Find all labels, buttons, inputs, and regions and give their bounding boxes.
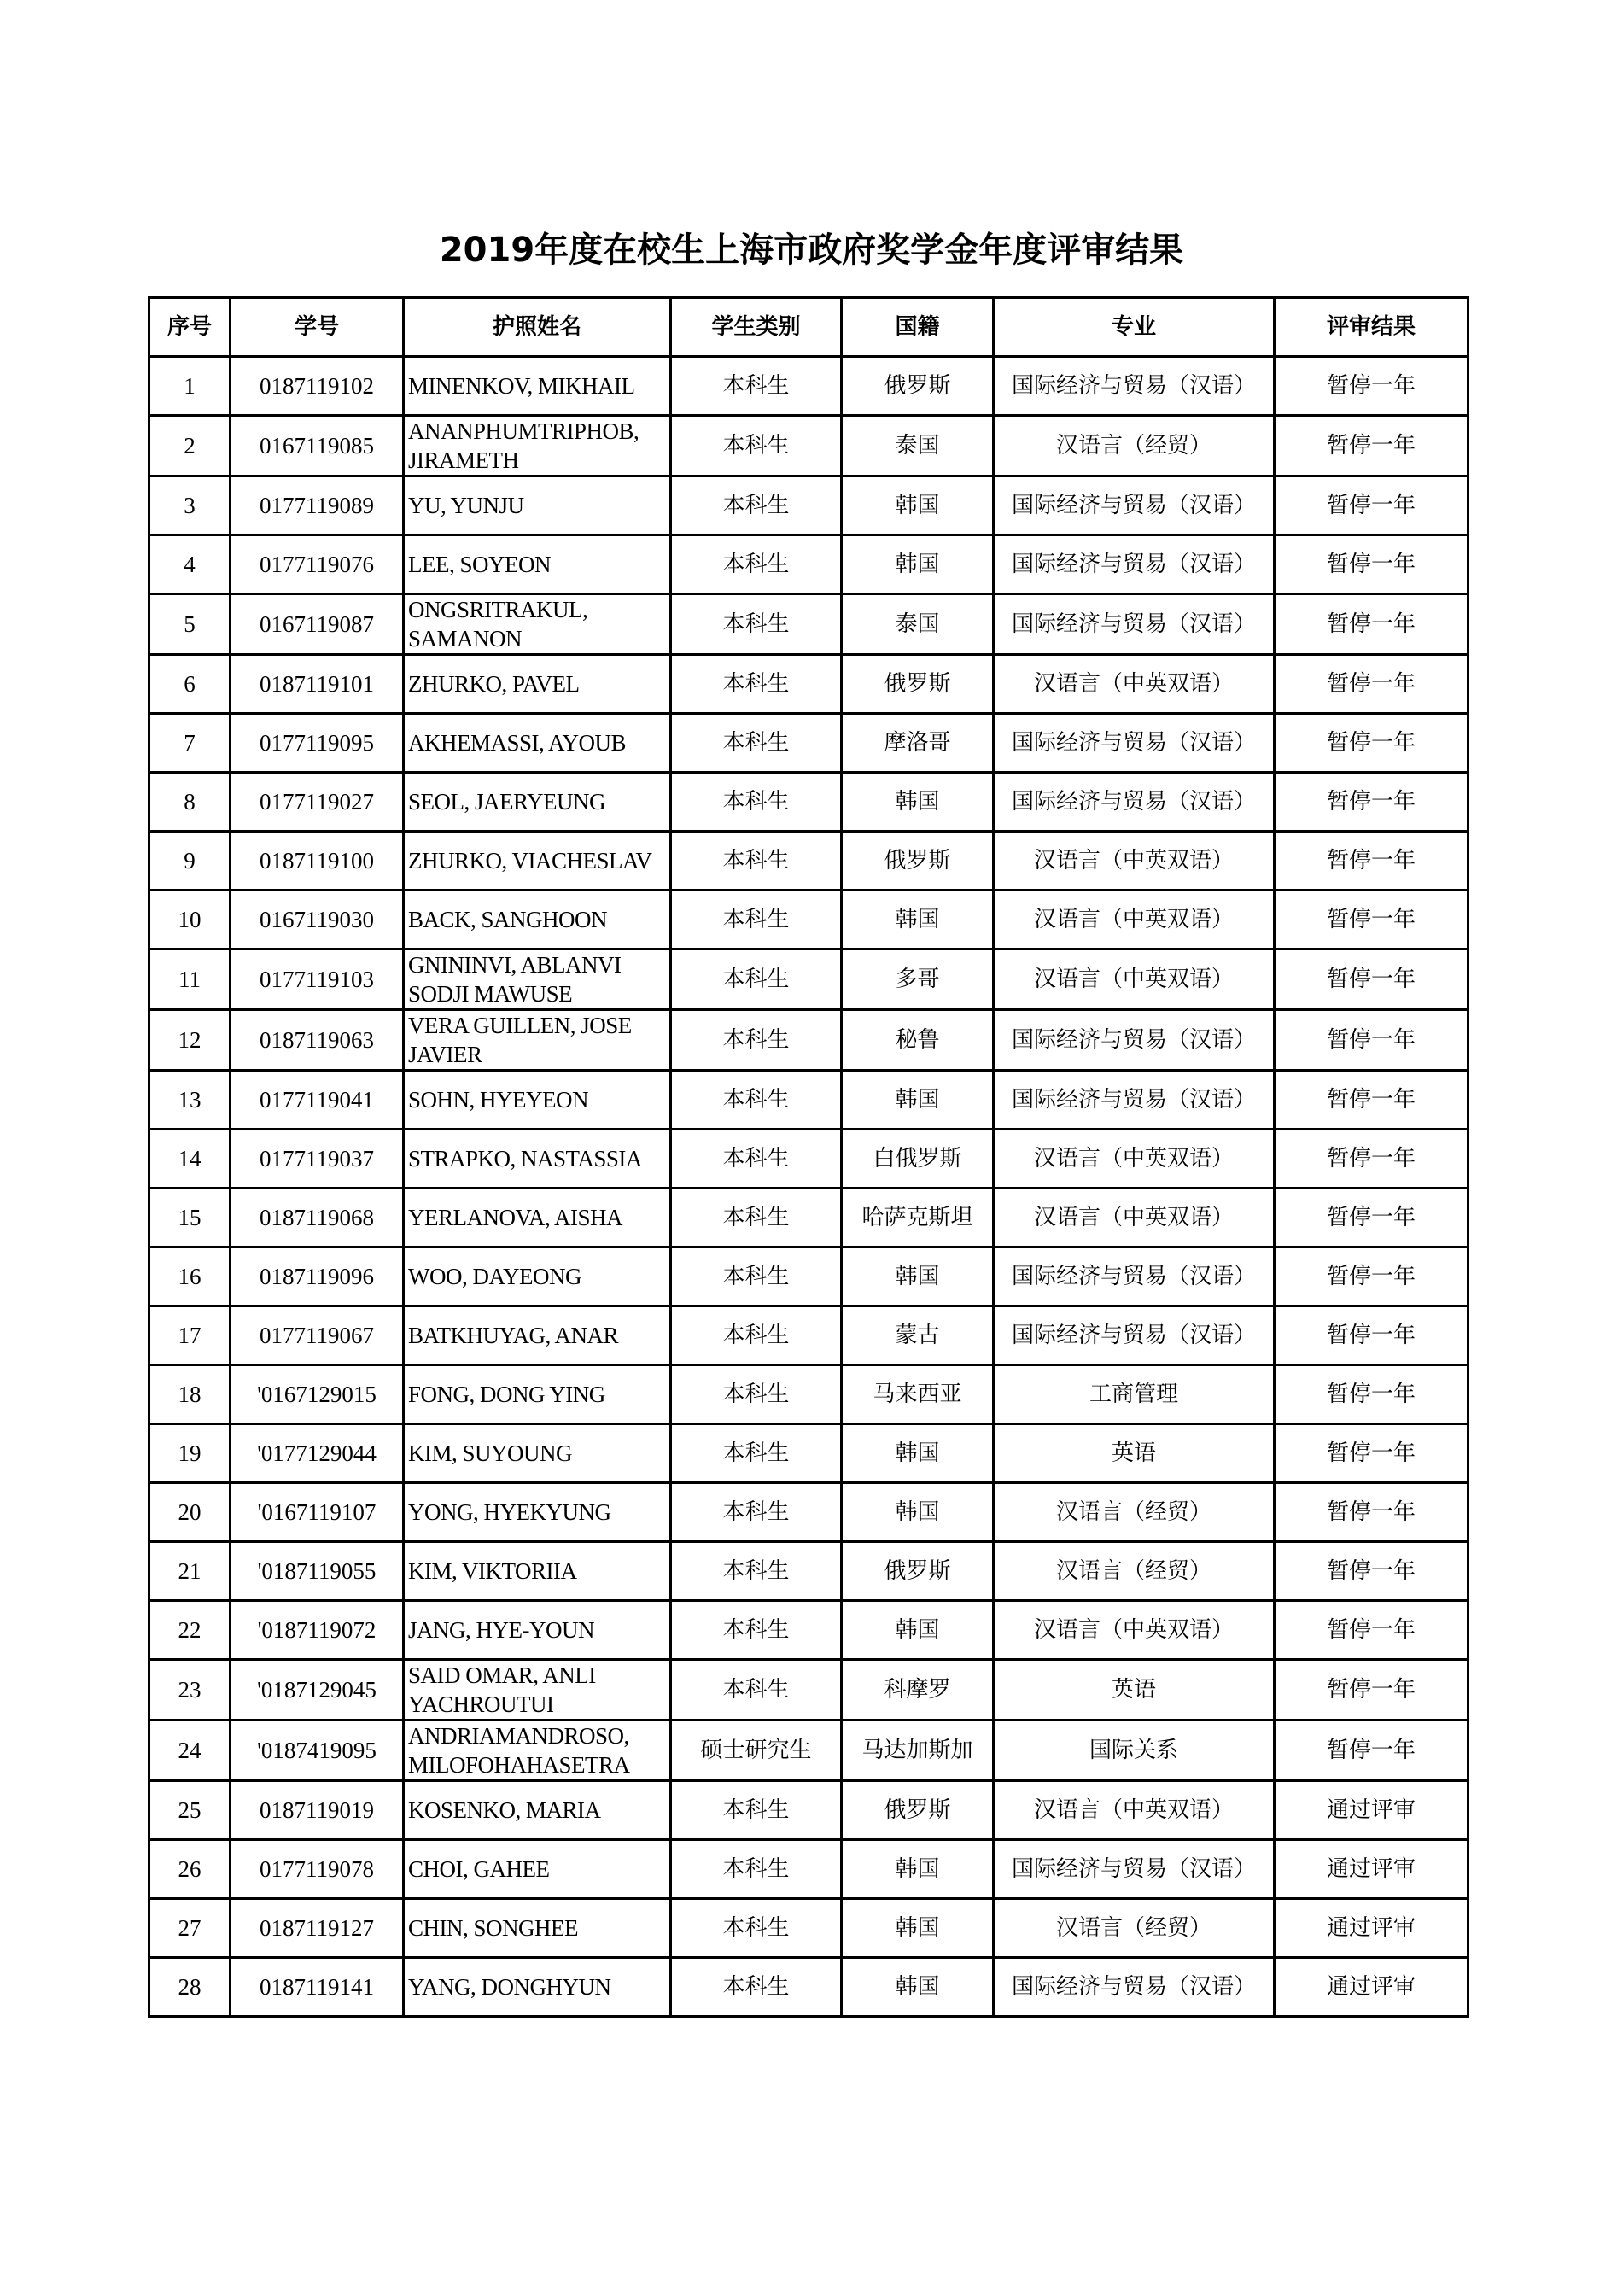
results-table — [148, 296, 1469, 2018]
row-number-cell: 13 — [149, 1071, 231, 1130]
review-result-cell: 暂停一年 — [1275, 1542, 1468, 1601]
student-id-cell: 0187119100 — [231, 832, 404, 891]
passport-name-cell: SEOL, JAERYEUNG — [404, 773, 671, 832]
major-cell: 汉语言（中英双语） — [994, 832, 1275, 891]
review-result-cell: 暂停一年 — [1275, 357, 1468, 416]
passport-name-cell: KIM, VIKTORIIA — [404, 1542, 671, 1601]
major-cell: 国际经济与贸易（汉语） — [994, 773, 1275, 832]
major-cell: 国际经济与贸易（汉语） — [994, 357, 1275, 416]
student-category-cell: 本科生 — [671, 832, 842, 891]
nationality-cell: 马达加斯加 — [842, 1721, 994, 1781]
table-row — [149, 714, 1468, 773]
passport-name-cell: KIM, SUYOUNG — [404, 1424, 671, 1483]
row-number-cell: 5 — [149, 594, 231, 655]
nationality-cell: 马来西亚 — [842, 1365, 994, 1424]
review-result-cell: 暂停一年 — [1275, 1660, 1468, 1721]
student-category-cell: 本科生 — [671, 1899, 842, 1958]
table-row — [149, 1958, 1468, 2017]
major-cell: 汉语言（中英双语） — [994, 891, 1275, 949]
table-row — [149, 1071, 1468, 1130]
row-number-cell: 11 — [149, 949, 231, 1010]
student-category-cell: 本科生 — [671, 1365, 842, 1424]
review-result-cell: 暂停一年 — [1275, 949, 1468, 1010]
student-id-cell: 0177119027 — [231, 773, 404, 832]
header-major: 专业 — [994, 298, 1275, 357]
student-category-cell: 本科生 — [671, 357, 842, 416]
passport-name-cell: SOHN, HYEYEON — [404, 1071, 671, 1130]
passport-name-cell: ANDRIAMANDROSO, MILOFOHAHASETRA — [404, 1721, 671, 1781]
major-cell: 国际经济与贸易（汉语） — [994, 594, 1275, 655]
row-number-cell: 21 — [149, 1542, 231, 1601]
row-number-cell: 24 — [149, 1721, 231, 1781]
review-result-cell: 暂停一年 — [1275, 1071, 1468, 1130]
student-category-cell: 本科生 — [671, 891, 842, 949]
nationality-cell: 韩国 — [842, 891, 994, 949]
major-cell: 汉语言（中英双语） — [994, 1781, 1275, 1840]
student-id-cell: '0187419095 — [231, 1721, 404, 1781]
nationality-cell: 韩国 — [842, 1958, 994, 2017]
student-category-cell: 本科生 — [671, 949, 842, 1010]
review-result-cell: 暂停一年 — [1275, 1601, 1468, 1660]
student-category-cell: 本科生 — [671, 594, 842, 655]
table-row — [149, 416, 1468, 476]
review-result-cell: 暂停一年 — [1275, 773, 1468, 832]
row-number-cell: 17 — [149, 1306, 231, 1365]
review-result-cell: 暂停一年 — [1275, 594, 1468, 655]
nationality-cell: 韩国 — [842, 773, 994, 832]
student-id-cell: 0177119095 — [231, 714, 404, 773]
nationality-cell: 韩国 — [842, 1483, 994, 1542]
passport-name-cell: ANANPHUMTRIPHOB, JIRAMETH — [404, 416, 671, 476]
header-student-category: 学生类别 — [671, 298, 842, 357]
table-row — [149, 1660, 1468, 1721]
student-id-cell: 0177119041 — [231, 1071, 404, 1130]
table-row — [149, 1365, 1468, 1424]
review-result-cell: 通过评审 — [1275, 1958, 1468, 2017]
student-category-cell: 本科生 — [671, 714, 842, 773]
passport-name-cell: BATKHUYAG, ANAR — [404, 1306, 671, 1365]
major-cell: 国际经济与贸易（汉语） — [994, 476, 1275, 535]
nationality-cell: 韩国 — [842, 535, 994, 594]
review-result-cell: 暂停一年 — [1275, 1721, 1468, 1781]
student-id-cell: 0187119127 — [231, 1899, 404, 1958]
table-row — [149, 1781, 1468, 1840]
passport-name-cell: CHOI, GAHEE — [404, 1840, 671, 1899]
student-id-cell: 0187119101 — [231, 655, 404, 714]
passport-name-cell: WOO, DAYEONG — [404, 1247, 671, 1306]
student-id-cell: 0177119067 — [231, 1306, 404, 1365]
review-result-cell: 暂停一年 — [1275, 1130, 1468, 1189]
student-category-cell: 本科生 — [671, 1958, 842, 2017]
row-number-cell: 12 — [149, 1010, 231, 1071]
table-row — [149, 655, 1468, 714]
table-row — [149, 1483, 1468, 1542]
student-category-cell: 本科生 — [671, 1424, 842, 1483]
major-cell: 汉语言（中英双语） — [994, 655, 1275, 714]
nationality-cell: 韩国 — [842, 1840, 994, 1899]
table-row — [149, 1306, 1468, 1365]
student-category-cell: 本科生 — [671, 1542, 842, 1601]
review-result-cell: 暂停一年 — [1275, 714, 1468, 773]
header-result: 评审结果 — [1275, 298, 1468, 357]
nationality-cell: 韩国 — [842, 1247, 994, 1306]
student-category-cell: 硕士研究生 — [671, 1721, 842, 1781]
student-category-cell: 本科生 — [671, 1781, 842, 1840]
major-cell: 汉语言（经贸） — [994, 1542, 1275, 1601]
major-cell: 国际经济与贸易（汉语） — [994, 1958, 1275, 2017]
row-number-cell: 14 — [149, 1130, 231, 1189]
row-number-cell: 23 — [149, 1660, 231, 1721]
table-row — [149, 832, 1468, 891]
table-row — [149, 1840, 1468, 1899]
student-category-cell: 本科生 — [671, 535, 842, 594]
table-row — [149, 1601, 1468, 1660]
nationality-cell: 泰国 — [842, 416, 994, 476]
row-number-cell: 8 — [149, 773, 231, 832]
student-category-cell: 本科生 — [671, 476, 842, 535]
review-result-cell: 暂停一年 — [1275, 1365, 1468, 1424]
review-result-cell: 暂停一年 — [1275, 1247, 1468, 1306]
nationality-cell: 俄罗斯 — [842, 357, 994, 416]
passport-name-cell: YANG, DONGHYUN — [404, 1958, 671, 2017]
table-row — [149, 891, 1468, 949]
passport-name-cell: JANG, HYE-YOUN — [404, 1601, 671, 1660]
row-number-cell: 10 — [149, 891, 231, 949]
review-result-cell: 暂停一年 — [1275, 891, 1468, 949]
major-cell: 国际经济与贸易（汉语） — [994, 535, 1275, 594]
header-passport-name: 护照姓名 — [404, 298, 671, 357]
student-id-cell: 0177119076 — [231, 535, 404, 594]
row-number-cell: 9 — [149, 832, 231, 891]
row-number-cell: 26 — [149, 1840, 231, 1899]
table-row — [149, 949, 1468, 1010]
review-result-cell: 暂停一年 — [1275, 1010, 1468, 1071]
row-number-cell: 4 — [149, 535, 231, 594]
student-category-cell: 本科生 — [671, 1010, 842, 1071]
row-number-cell: 22 — [149, 1601, 231, 1660]
review-result-cell: 通过评审 — [1275, 1899, 1468, 1958]
table-row — [149, 1424, 1468, 1483]
table-row — [149, 773, 1468, 832]
row-number-cell: 16 — [149, 1247, 231, 1306]
student-category-cell: 本科生 — [671, 655, 842, 714]
student-id-cell: '0177129044 — [231, 1424, 404, 1483]
row-number-cell: 2 — [149, 416, 231, 476]
passport-name-cell: ONGSRITRAKUL, SAMANON — [404, 594, 671, 655]
nationality-cell: 摩洛哥 — [842, 714, 994, 773]
student-id-cell: 0187119096 — [231, 1247, 404, 1306]
review-result-cell: 暂停一年 — [1275, 1306, 1468, 1365]
student-id-cell: 0187119068 — [231, 1189, 404, 1247]
student-category-cell: 本科生 — [671, 1189, 842, 1247]
nationality-cell: 俄罗斯 — [842, 832, 994, 891]
major-cell: 汉语言（中英双语） — [994, 1189, 1275, 1247]
table-row — [149, 476, 1468, 535]
passport-name-cell: BACK, SANGHOON — [404, 891, 671, 949]
major-cell: 国际经济与贸易（汉语） — [994, 714, 1275, 773]
major-cell: 汉语言（经贸） — [994, 416, 1275, 476]
student-category-cell: 本科生 — [671, 1071, 842, 1130]
student-id-cell: '0187119072 — [231, 1601, 404, 1660]
row-number-cell: 15 — [149, 1189, 231, 1247]
student-id-cell: 0177119078 — [231, 1840, 404, 1899]
passport-name-cell: LEE, SOYEON — [404, 535, 671, 594]
student-id-cell: 0167119085 — [231, 416, 404, 476]
review-result-cell: 通过评审 — [1275, 1840, 1468, 1899]
passport-name-cell: AKHEMASSI, AYOUB — [404, 714, 671, 773]
row-number-cell: 6 — [149, 655, 231, 714]
table-row — [149, 1899, 1468, 1958]
major-cell: 汉语言（中英双语） — [994, 949, 1275, 1010]
nationality-cell: 韩国 — [842, 1071, 994, 1130]
major-cell: 国际经济与贸易（汉语） — [994, 1840, 1275, 1899]
table-row — [149, 1721, 1468, 1781]
passport-name-cell: MINENKOV, MIKHAIL — [404, 357, 671, 416]
passport-name-cell: YU, YUNJU — [404, 476, 671, 535]
row-number-cell: 7 — [149, 714, 231, 773]
nationality-cell: 俄罗斯 — [842, 1781, 994, 1840]
major-cell: 国际经济与贸易（汉语） — [994, 1247, 1275, 1306]
row-number-cell: 20 — [149, 1483, 231, 1542]
passport-name-cell: VERA GUILLEN, JOSE JAVIER — [404, 1010, 671, 1071]
student-id-cell: 0177119037 — [231, 1130, 404, 1189]
nationality-cell: 韩国 — [842, 1601, 994, 1660]
nationality-cell: 俄罗斯 — [842, 1542, 994, 1601]
student-category-cell: 本科生 — [671, 1483, 842, 1542]
student-id-cell: 0177119089 — [231, 476, 404, 535]
student-category-cell: 本科生 — [671, 1660, 842, 1721]
nationality-cell: 秘鲁 — [842, 1010, 994, 1071]
student-category-cell: 本科生 — [671, 1840, 842, 1899]
major-cell: 汉语言（经贸） — [994, 1483, 1275, 1542]
nationality-cell: 哈萨克斯坦 — [842, 1189, 994, 1247]
student-category-cell: 本科生 — [671, 1601, 842, 1660]
major-cell: 汉语言（中英双语） — [994, 1601, 1275, 1660]
review-result-cell: 暂停一年 — [1275, 476, 1468, 535]
major-cell: 工商管理 — [994, 1365, 1275, 1424]
student-category-cell: 本科生 — [671, 1306, 842, 1365]
review-result-cell: 暂停一年 — [1275, 832, 1468, 891]
student-id-cell: 0177119103 — [231, 949, 404, 1010]
row-number-cell: 27 — [149, 1899, 231, 1958]
nationality-cell: 韩国 — [842, 1899, 994, 1958]
student-id-cell: 0167119087 — [231, 594, 404, 655]
student-id-cell: '0167129015 — [231, 1365, 404, 1424]
header-no: 序号 — [149, 298, 231, 357]
row-number-cell: 1 — [149, 357, 231, 416]
nationality-cell: 韩国 — [842, 1424, 994, 1483]
nationality-cell: 泰国 — [842, 594, 994, 655]
nationality-cell: 白俄罗斯 — [842, 1130, 994, 1189]
passport-name-cell: STRAPKO, NASTASSIA — [404, 1130, 671, 1189]
passport-name-cell: ZHURKO, VIACHESLAV — [404, 832, 671, 891]
nationality-cell: 俄罗斯 — [842, 655, 994, 714]
major-cell: 英语 — [994, 1424, 1275, 1483]
passport-name-cell: SAID OMAR, ANLI YACHROUTUI — [404, 1660, 671, 1721]
review-result-cell: 暂停一年 — [1275, 535, 1468, 594]
student-id-cell: 0187119102 — [231, 357, 404, 416]
major-cell: 国际经济与贸易（汉语） — [994, 1071, 1275, 1130]
passport-name-cell: FONG, DONG YING — [404, 1365, 671, 1424]
major-cell: 汉语言（经贸） — [994, 1899, 1275, 1958]
table-row — [149, 594, 1468, 655]
table-row — [149, 357, 1468, 416]
review-result-cell: 暂停一年 — [1275, 1424, 1468, 1483]
nationality-cell: 蒙古 — [842, 1306, 994, 1365]
passport-name-cell: YONG, HYEKYUNG — [404, 1483, 671, 1542]
student-category-cell: 本科生 — [671, 1247, 842, 1306]
nationality-cell: 韩国 — [842, 476, 994, 535]
header-student-id: 学号 — [231, 298, 404, 357]
passport-name-cell: GNININVI, ABLANVI SODJI MAWUSE — [404, 949, 671, 1010]
passport-name-cell: CHIN, SONGHEE — [404, 1899, 671, 1958]
row-number-cell: 28 — [149, 1958, 231, 2017]
table-row — [149, 535, 1468, 594]
student-category-cell: 本科生 — [671, 416, 842, 476]
review-result-cell: 暂停一年 — [1275, 416, 1468, 476]
header-nationality: 国籍 — [842, 298, 994, 357]
review-result-cell: 暂停一年 — [1275, 655, 1468, 714]
table-row — [149, 1130, 1468, 1189]
major-cell: 国际经济与贸易（汉语） — [994, 1306, 1275, 1365]
nationality-cell: 多哥 — [842, 949, 994, 1010]
major-cell: 国际经济与贸易（汉语） — [994, 1010, 1275, 1071]
table-row — [149, 1010, 1468, 1071]
student-category-cell: 本科生 — [671, 773, 842, 832]
major-cell: 英语 — [994, 1660, 1275, 1721]
header-row — [149, 298, 1468, 357]
passport-name-cell: KOSENKO, MARIA — [404, 1781, 671, 1840]
review-result-cell: 通过评审 — [1275, 1781, 1468, 1840]
row-number-cell: 18 — [149, 1365, 231, 1424]
table-row — [149, 1542, 1468, 1601]
document-title: 2019年度在校生上海市政府奖学金年度评审结果 — [439, 231, 1184, 270]
table-row — [149, 1189, 1468, 1247]
student-id-cell: 0187119019 — [231, 1781, 404, 1840]
passport-name-cell: YERLANOVA, AISHA — [404, 1189, 671, 1247]
major-cell: 国际关系 — [994, 1721, 1275, 1781]
student-id-cell: '0187129045 — [231, 1660, 404, 1721]
review-result-cell: 暂停一年 — [1275, 1189, 1468, 1247]
student-id-cell: 0167119030 — [231, 891, 404, 949]
student-category-cell: 本科生 — [671, 1130, 842, 1189]
row-number-cell: 19 — [149, 1424, 231, 1483]
student-id-cell: '0187119055 — [231, 1542, 404, 1601]
review-result-cell: 暂停一年 — [1275, 1483, 1468, 1542]
row-number-cell: 3 — [149, 476, 231, 535]
table-row — [149, 1247, 1468, 1306]
student-id-cell: '0167119107 — [231, 1483, 404, 1542]
passport-name-cell: ZHURKO, PAVEL — [404, 655, 671, 714]
student-id-cell: 0187119063 — [231, 1010, 404, 1071]
row-number-cell: 25 — [149, 1781, 231, 1840]
student-id-cell: 0187119141 — [231, 1958, 404, 2017]
nationality-cell: 科摩罗 — [842, 1660, 994, 1721]
major-cell: 汉语言（中英双语） — [994, 1130, 1275, 1189]
